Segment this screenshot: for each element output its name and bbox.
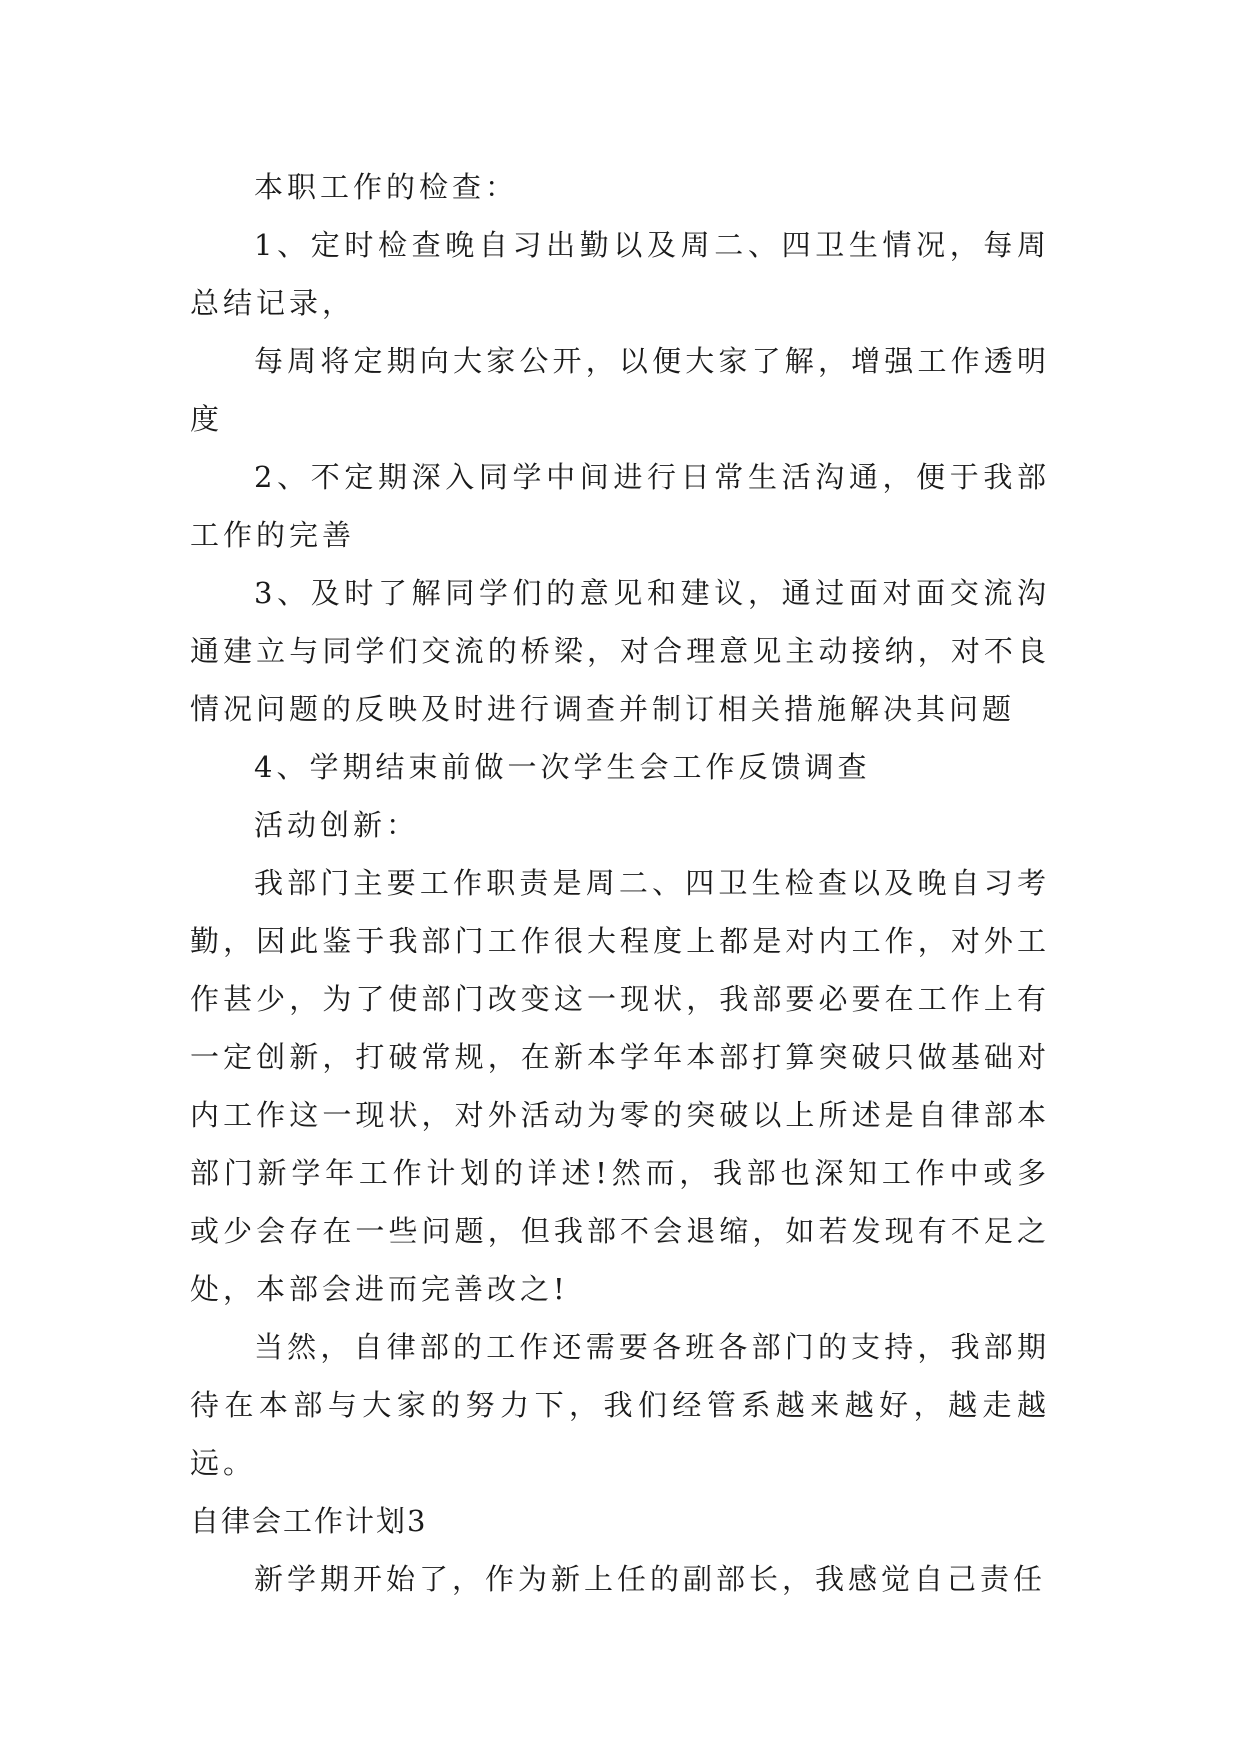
- paragraph-item-2: 2、不定期深入同学中间进行日常生活沟通，便于我部工作的完善: [190, 460, 1050, 552]
- paragraph-item-1: 1、定时检查晚自习出勤以及周二、四卫生情况，每周总结记录，: [190, 228, 1050, 320]
- paragraph-inspection-title: 本职工作的检查：: [254, 170, 519, 204]
- paragraph-item-1-detail: 每周将定期向大家公开，以便大家了解，增强工作透明度: [190, 344, 1050, 436]
- paragraph-item-3: 3、及时了解同学们的意见和建议，通过面对面交流沟通建立与同学们交流的桥梁，对合理意见主动接纳，对不良情况问题的反映及时进行调查并制订相关措施解决其问题: [190, 576, 1050, 726]
- paragraph-conclusion: 当然，自律部的工作还需要各班各部门的支持，我部期待在本部与大家的努力下，我们经管系越来越好，越走越远。: [190, 1330, 1050, 1480]
- paragraph-innovation-title: 活动创新：: [254, 808, 420, 842]
- paragraph-new-semester: 新学期开始了，作为新上任的副部长，我感觉自己责任: [254, 1562, 1047, 1596]
- paragraph-item-4: 4、学期结束前做一次学生会工作反馈调查: [254, 750, 871, 784]
- paragraph-innovation-body: 我部门主要工作职责是周二、四卫生检查以及晚自习考勤，因此鉴于我部门工作很大程度上都是对内工作，对外工作甚少，为了使部门改变这一现状，我部要必要在工作上有一定创新，打破常规，在新本学年本部打算突破只做基础对内工作这一现状，对外活动为零的突破以上所述是自律部本部门新学年工作计划的详述!然而，我部也深知工作中或多或少会存在一些问题，但我部不会退缩，如若发现有不足之处，本部会进而完善改之!: [190, 866, 1050, 1306]
- section-title: 自律会工作计划3: [190, 1504, 428, 1538]
- document-body: [190, 158, 1050, 1608]
